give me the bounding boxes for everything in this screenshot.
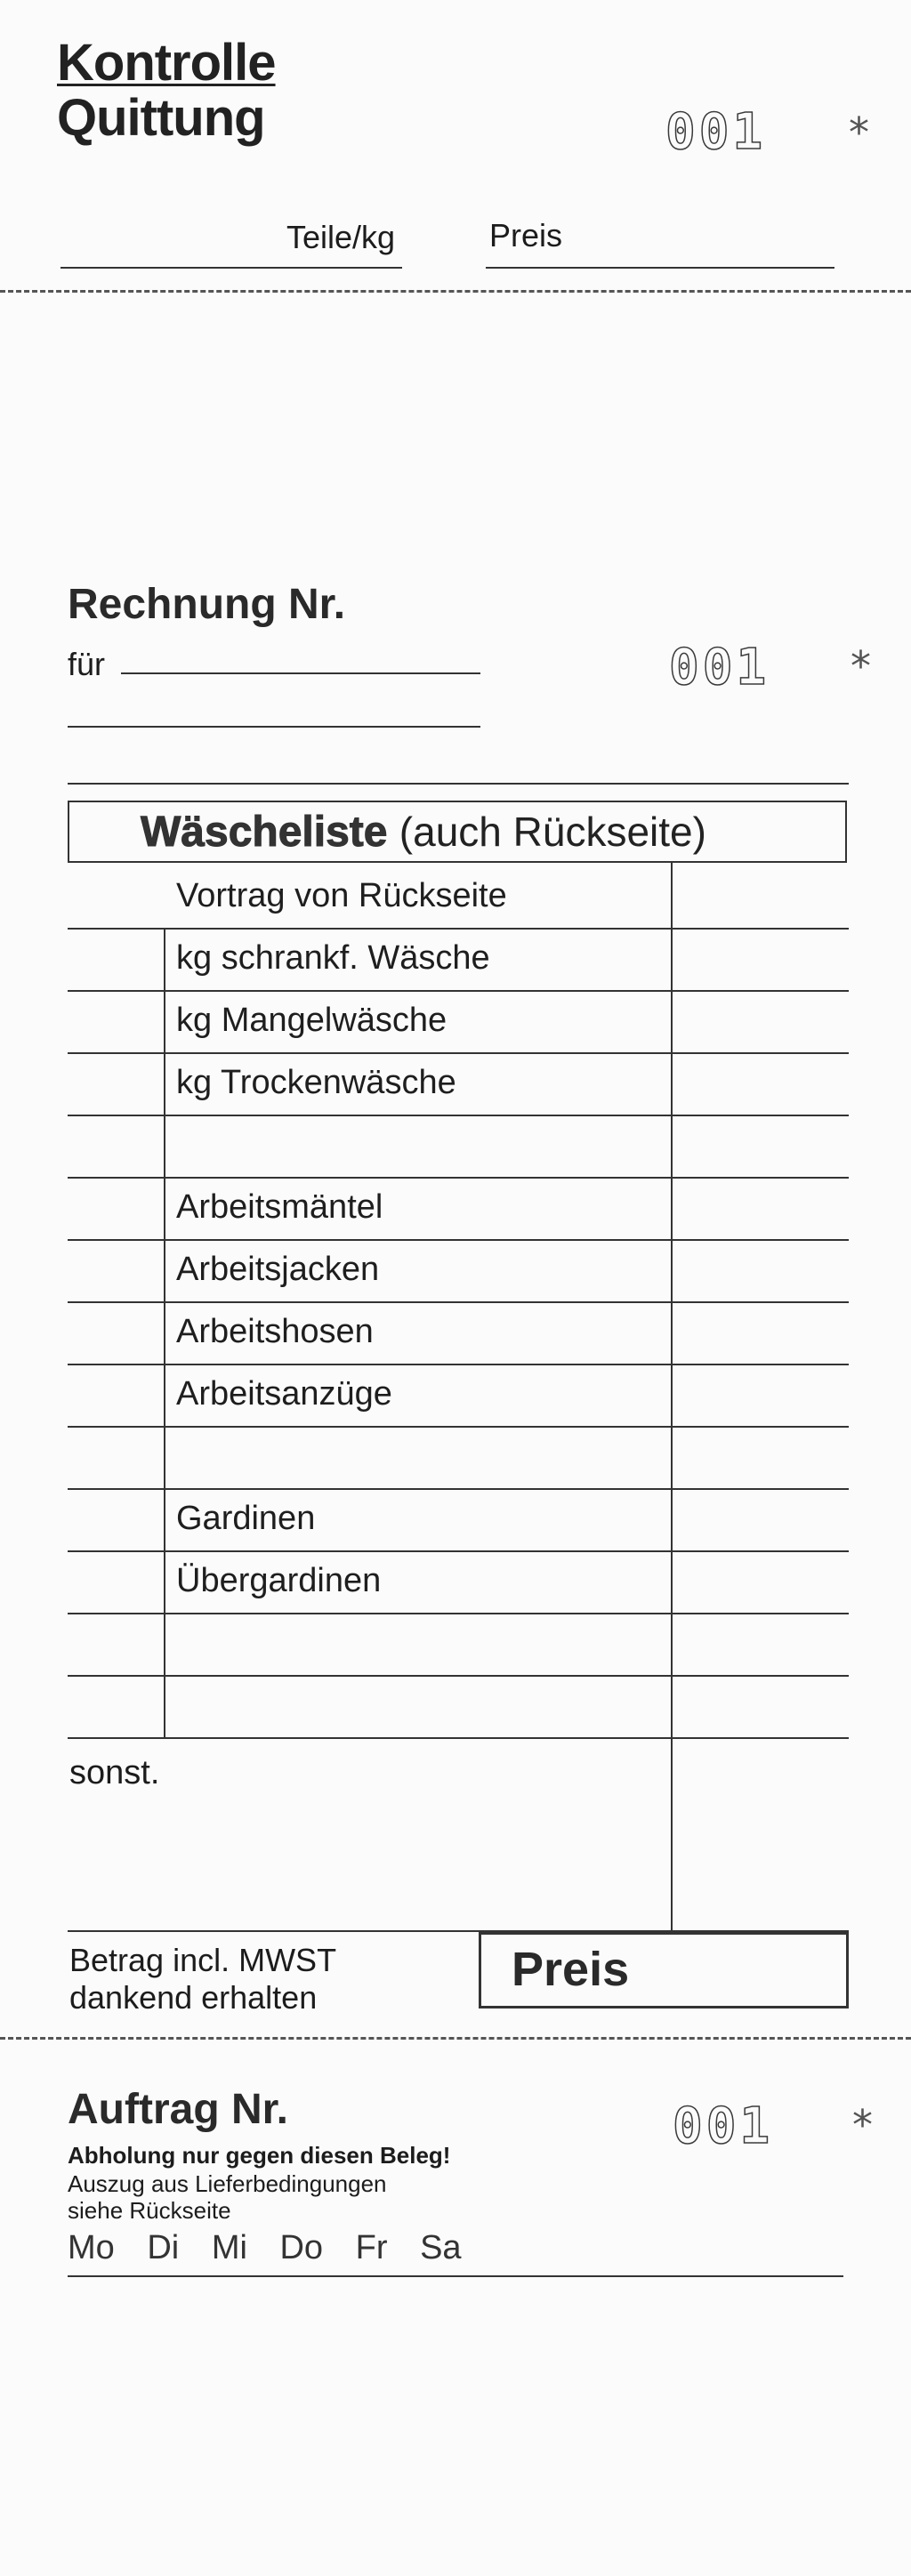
row-label: kg Trockenwäsche [176,1064,456,1101]
row-line [68,1177,849,1179]
rechnung-star-icon: * [851,642,871,690]
row-line [68,1052,849,1054]
row-label: Arbeitsjacken [176,1251,380,1288]
weekday-do: Do [279,2229,324,2266]
row-label: Übergardinen [176,1562,382,1599]
row-label: kg schrankf. Wäsche [176,939,490,977]
row-label: Gardinen [176,1500,316,1537]
row-line [68,1426,849,1428]
weekday-fr: Fr [355,2229,388,2266]
kontrolle-star-icon: * [849,109,869,157]
row-line [68,1675,849,1677]
kontrolle-preis-line [486,267,834,269]
auftrag-note-bold: Abholung nur gegen diesen Beleg! [68,2142,451,2169]
row-line [68,990,849,992]
auftrag-note-line2: Auszug aus Lieferbedingungen [68,2170,387,2197]
auftrag-note-line3: siehe Rückseite [68,2197,231,2224]
rechnung-title: Rechnung Nr. [68,581,346,628]
row-line [68,928,849,930]
weekday-mo: Mo [68,2229,115,2266]
row-label: Arbeitsanzüge [176,1375,392,1413]
row-line [68,1613,849,1614]
kontrolle-title [57,36,276,146]
row-label: Vortrag von Rückseite [176,877,507,914]
row-line [68,1364,849,1365]
row-label: Arbeitshosen [176,1313,374,1350]
kontrolle-teile-line [60,267,402,269]
betrag-line1: Betrag incl. MWST [69,1942,337,1978]
kontrolle-serial: 001 [665,103,767,161]
weekday-list [68,2229,462,2267]
rechnung-fuer-label: für [68,646,106,682]
rechnung-separator [68,783,849,785]
weekday-underline [68,2275,843,2277]
row-line [68,1488,849,1490]
kontrolle-col-preis: Preis [489,217,563,254]
auftrag-serial: 001 [673,2097,774,2155]
table-vline-left [164,928,165,1737]
rechnung-fuer-line [121,672,480,674]
row-line [68,1550,849,1552]
cut-line-2 [0,2037,911,2040]
rechnung-fuer-line-2 [68,726,480,728]
auftrag-star-icon: * [852,2101,873,2149]
table-vline-right [671,863,673,1930]
kontrolle-title-line1: Kontrolle [57,34,276,92]
cut-line-1 [0,290,911,293]
kontrolle-col-teile: Teile/kg [286,219,396,255]
weekday-mi: Mi [211,2229,247,2266]
row-line [68,1301,849,1303]
row-line [68,1737,849,1739]
waescheliste-title-bold: Wäscheliste [141,809,388,856]
row-label: Arbeitsmäntel [176,1188,383,1226]
row-line [68,1115,849,1116]
kontrolle-title-line2: Quittung [57,89,265,147]
waescheliste-title-rest: (auch Rückseite) [399,809,706,855]
waescheliste-header [68,801,847,863]
preis-box-label: Preis [512,1943,630,1996]
auftrag-title: Auftrag Nr. [68,2086,289,2133]
waescheliste-title [141,808,706,857]
preis-box [479,1932,849,2008]
weekday-di: Di [147,2229,180,2266]
betrag-line2: dankend erhalten [69,1979,318,2016]
row-label: kg Mangelwäsche [176,1002,447,1039]
rechnung-serial: 001 [669,639,770,696]
sonst-label: sonst. [69,1754,160,1791]
row-line [68,1239,849,1241]
weekday-sa: Sa [420,2229,462,2266]
